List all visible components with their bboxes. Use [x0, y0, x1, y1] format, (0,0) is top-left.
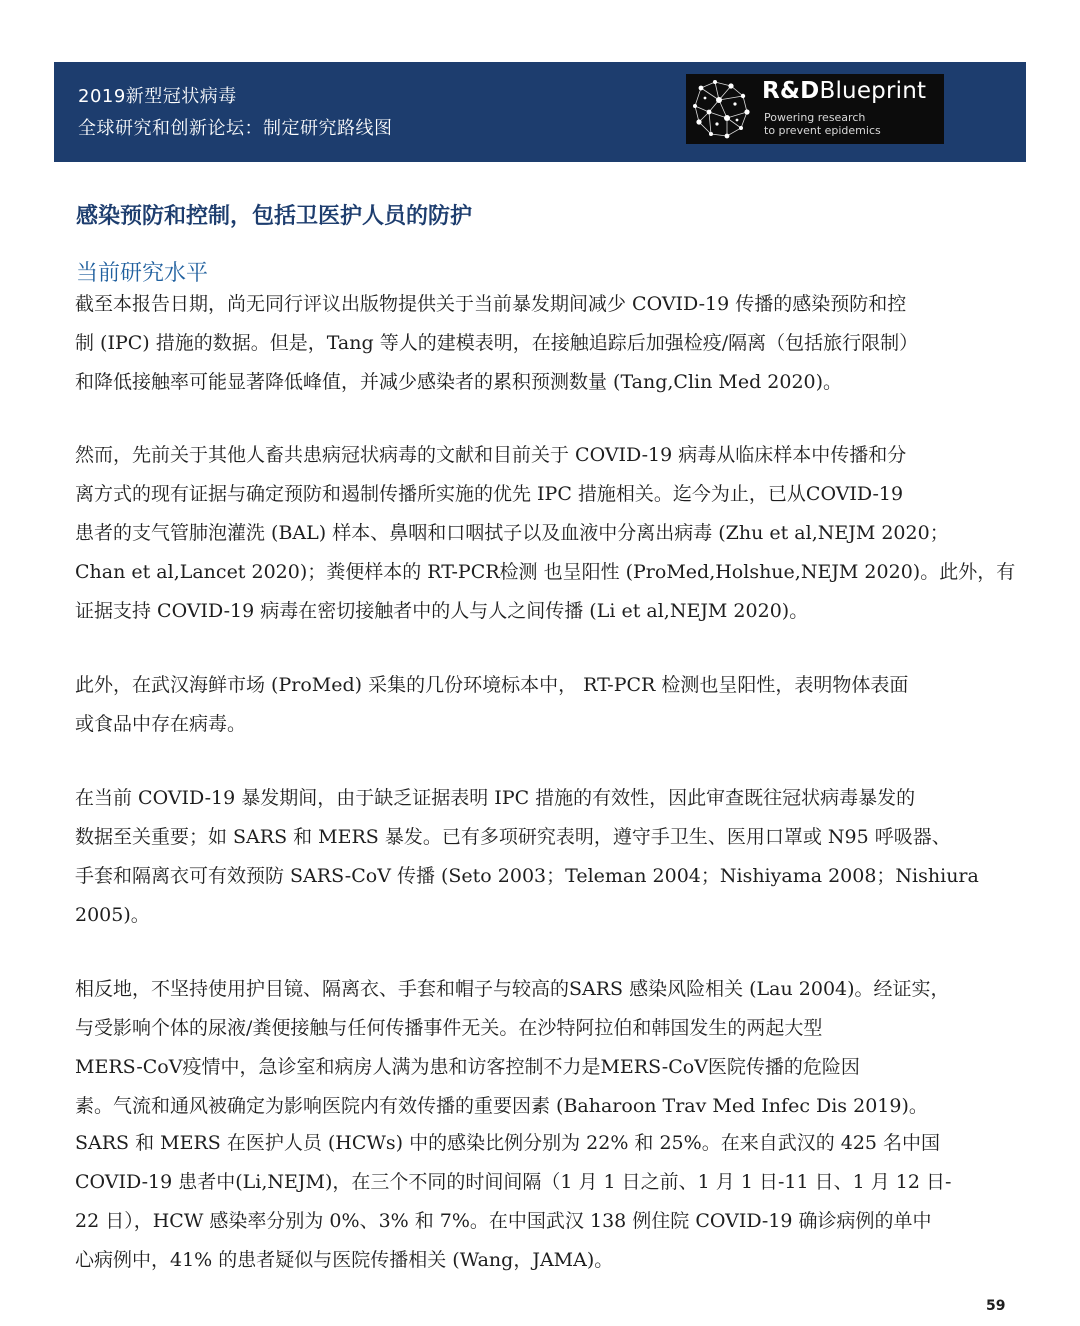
paragraph-line: 相反地，不坚持使用护目镜、隔离衣、手套和帽子与较高的SARS 感染风险相关 (Lau 2004)。经证实，	[75, 978, 950, 1000]
page-number: 59	[986, 1298, 1006, 1314]
paragraph-line: 和降低接触率可能显著降低峰值，并减少感染者的累积预测数量 (Tang,Clin Med 2020)。	[75, 371, 843, 393]
paragraph-line: 离方式的现有证据与确定预防和遏制传播所实施的优先 IPC 措施相关。迄今为止，已从COVID-19	[75, 483, 904, 505]
paragraph-line: COVID-19 患者中(Li,NEJM)，在三个不同的时间间隔（1 月 1 日之前、1 月 1 日-11 日、1 月 12 日-	[75, 1171, 952, 1193]
paragraph-line: 制 (IPC) 措施的数据。但是，Tang 等人的建模表明，在接触追踪后加强检疫/隔离（包括旅行限制）	[75, 332, 919, 354]
paragraph-line: 数据至关重要；如 SARS 和 MERS 暴发。已有多项研究表明，遵守手卫生、医用口罩或 N95 呼吸器、	[75, 826, 951, 848]
subsection-title: 当前研究水平	[76, 261, 209, 286]
section-title: 感染预防和控制，包括卫医护人员的防护	[76, 204, 473, 229]
paragraph-line: 或食品中存在病毒。	[75, 713, 247, 735]
paragraph-line: 证据支持 COVID-19 病毒在密切接触者中的人与人之间传播 (Li et al,NEJM 2020)。	[75, 600, 809, 622]
paragraph-line: 素。气流和通风被确定为影响医院内有效传播的重要因素 (Baharoon Trav Med Infec Dis 2019)。	[75, 1095, 928, 1117]
logo-wordmark-bold: R&D	[762, 78, 820, 104]
header-title: 2019新型冠状病毒	[78, 86, 237, 107]
logo-wordmark-light: Blueprint	[819, 78, 927, 104]
paragraph-line: 2005)。	[75, 904, 150, 926]
paragraph-line: 此外，在武汉海鲜市场 (ProMed) 采集的几份环境标本中， RT-PCR 检测也呈阳性，表明物体表面	[75, 674, 909, 696]
paragraph-line: SARS 和 MERS 在医护人员 (HCWs) 中的感染比例分别为 22% 和 25%。在来自武汉的 425 名中国	[75, 1132, 941, 1154]
logo-wordmark	[762, 78, 926, 104]
logo-tagline: Powering research	[764, 111, 866, 124]
paragraph-line: Chan et al,Lancet 2020)；粪便样本的 RT-PCR检测 也呈阳性 (ProMed,Holshue,NEJM 2020)。此外，有	[75, 561, 1016, 583]
paragraph-line: 在当前 COVID-19 暴发期间，由于缺乏证据表明 IPC 措施的有效性，因此审查既往冠状病毒暴发的	[75, 787, 916, 809]
paragraph-line: 22 日），HCW 感染率分别为 0%、3% 和 7%。在中国武汉 138 例住院 COVID-19 确诊病例的单中	[75, 1210, 932, 1232]
paragraph-line: 然而，先前关于其他人畜共患病冠状病毒的文献和目前关于 COVID-19 病毒从临床样本中传播和分	[75, 444, 907, 466]
paragraph-line: 手套和隔离衣可有效预防 SARS-CoV 传播 (Seto 2003；Teleman 2004；Nishiyama 2008；Nishiura	[75, 865, 979, 887]
network-globe-icon	[689, 74, 755, 144]
paragraph-line: 与受影响个体的尿液/粪便接触与任何传播事件无关。在沙特阿拉伯和韩国发生的两起大型	[75, 1017, 823, 1039]
logo-tagline: to prevent epidemics	[764, 124, 881, 137]
paragraph-line: 心病例中，41% 的患者疑似与医院传播相关 (Wang，JAMA)。	[75, 1249, 614, 1271]
header-subtitle: 全球研究和创新论坛：制定研究路线图	[78, 118, 393, 139]
paragraph-line: 患者的支气管肺泡灌洗 (BAL) 样本、鼻咽和口咽拭子以及血液中分离出病毒 (Zhu et al,NEJM 2020；	[75, 522, 949, 544]
paragraph-line: 截至本报告日期，尚无同行评议出版物提供关于当前暴发期间减少 COVID-19 传播的感染预防和控	[75, 293, 907, 315]
paragraph-line: MERS-CoV疫情中，急诊室和病房人满为患和访客控制不力是MERS-CoV医院传播的危险因	[75, 1056, 860, 1078]
